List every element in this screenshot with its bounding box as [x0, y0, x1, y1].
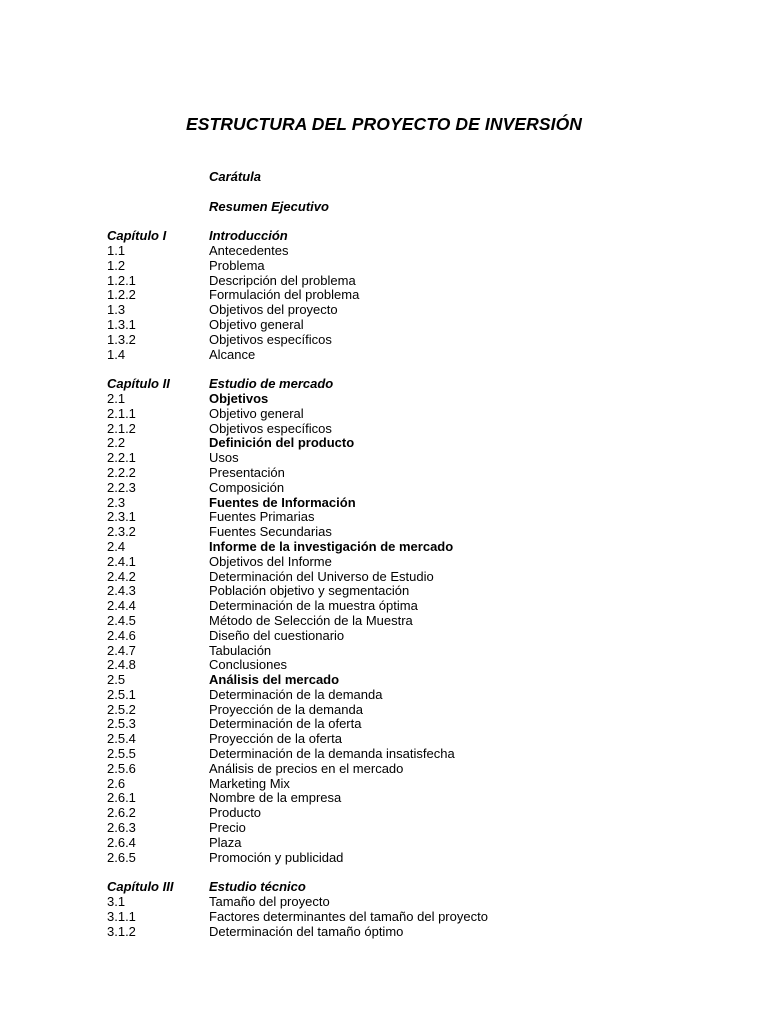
toc-row	[107, 836, 667, 851]
toc-section-row	[107, 436, 667, 451]
toc-heading-text: Formulación del problema	[209, 287, 360, 303]
toc-row	[107, 732, 667, 747]
toc-row	[107, 525, 667, 540]
toc-row	[107, 703, 667, 718]
toc-number: 3.1.1	[107, 908, 136, 924]
toc-heading-text: Presentación	[209, 464, 285, 480]
toc-number: 1.1	[107, 242, 126, 258]
toc-row	[107, 481, 667, 496]
toc-heading-text: Precio	[209, 820, 246, 836]
toc-number: 2.6.3	[107, 820, 136, 836]
toc-heading-text: Objetivo general	[209, 316, 304, 332]
toc-row	[107, 466, 667, 481]
toc-row	[107, 688, 667, 703]
toc-number: 2.1.2	[107, 420, 136, 436]
toc-number: 2.5	[107, 672, 126, 688]
toc-row	[107, 555, 667, 570]
toc-number: 2.4.4	[107, 598, 136, 614]
table-of-contents	[107, 170, 667, 939]
toc-heading-text: Estudio de mercado	[209, 376, 334, 392]
toc-number: 2.4.7	[107, 642, 136, 658]
toc-heading-text: Objetivos del Informe	[209, 553, 332, 569]
toc-number: 2.2.2	[107, 464, 136, 480]
toc-chapter-row	[107, 200, 667, 215]
toc-number: 2.5.6	[107, 760, 136, 776]
toc-number: 1.2.2	[107, 287, 136, 303]
toc-heading-text: Introducción	[209, 228, 288, 244]
toc-row	[107, 851, 667, 866]
toc-heading-text: Análisis de precios en el mercado	[209, 760, 404, 776]
toc-number: 2.6.1	[107, 790, 136, 806]
toc-heading-text: Definición del producto	[209, 435, 355, 451]
toc-row	[107, 895, 667, 910]
toc-row	[107, 614, 667, 629]
toc-heading-text: Objetivos específicos	[209, 331, 332, 347]
toc-heading-text: Objetivos específicos	[209, 420, 332, 436]
toc-spacer	[107, 185, 667, 200]
toc-number: 2.6.2	[107, 805, 136, 821]
toc-row	[107, 348, 667, 363]
toc-row	[107, 925, 667, 940]
toc-number: 2.4.5	[107, 612, 136, 628]
toc-number: 2.2.3	[107, 479, 136, 495]
toc-row	[107, 599, 667, 614]
toc-row	[107, 658, 667, 673]
toc-number: 2.4.2	[107, 568, 136, 584]
toc-number: 1.2.1	[107, 272, 136, 288]
toc-heading-text: Plaza	[209, 834, 242, 850]
toc-row	[107, 806, 667, 821]
toc-number: 2.5.5	[107, 746, 136, 762]
toc-number: 2.5.3	[107, 716, 136, 732]
toc-number: 1.2	[107, 257, 126, 273]
toc-row	[107, 303, 667, 318]
toc-row	[107, 422, 667, 437]
toc-row	[107, 717, 667, 732]
toc-number: 2.5.2	[107, 701, 136, 717]
toc-spacer	[107, 362, 667, 377]
toc-number: 2.5.1	[107, 686, 136, 702]
toc-number: 2.3.2	[107, 524, 136, 540]
toc-number: 2.3	[107, 494, 126, 510]
toc-chapter-row	[107, 229, 667, 244]
toc-chapter-row	[107, 880, 667, 895]
toc-number: 2.6.5	[107, 849, 136, 865]
toc-row	[107, 910, 667, 925]
toc-row	[107, 288, 667, 303]
toc-heading-text: Descripción del problema	[209, 272, 356, 288]
toc-heading-text: Marketing Mix	[209, 775, 290, 791]
toc-heading-text: Método de Selección de la Muestra	[209, 612, 413, 628]
toc-row	[107, 791, 667, 806]
toc-spacer	[107, 214, 667, 229]
toc-heading-text: Alcance	[209, 346, 256, 362]
toc-chapter-row	[107, 170, 667, 185]
toc-row	[107, 644, 667, 659]
toc-heading-text: Problema	[209, 257, 265, 273]
toc-heading-text: Determinación de la demanda insatisfecha	[209, 746, 455, 762]
toc-number: 2.3.1	[107, 509, 136, 525]
toc-row	[107, 762, 667, 777]
toc-row	[107, 244, 667, 259]
toc-chapter-row	[107, 377, 667, 392]
toc-heading-text: Fuentes Primarias	[209, 509, 315, 525]
toc-heading-text: Fuentes de Información	[209, 494, 356, 510]
toc-heading-text: Conclusiones	[209, 657, 288, 673]
toc-heading-text: Producto	[209, 805, 262, 821]
toc-row	[107, 333, 667, 348]
toc-row	[107, 584, 667, 599]
toc-heading-text: Determinación de la demanda	[209, 686, 383, 702]
toc-row	[107, 274, 667, 289]
toc-section-row	[107, 496, 667, 511]
toc-row	[107, 777, 667, 792]
toc-number: 2.1	[107, 390, 126, 406]
toc-heading-text: Determinación de la oferta	[209, 716, 362, 732]
toc-number: 2.6.4	[107, 834, 136, 850]
toc-heading-text: Determinación del Universo de Estudio	[209, 568, 434, 584]
toc-heading-text: Carátula	[209, 169, 262, 184]
toc-heading-text: Diseño del cuestionario	[209, 627, 345, 643]
toc-number: 2.4.3	[107, 583, 136, 599]
toc-heading-text: Antecedentes	[209, 242, 289, 258]
toc-number: 2.2.1	[107, 450, 136, 466]
toc-heading-text: Objetivos del proyecto	[209, 302, 338, 318]
toc-row	[107, 570, 667, 585]
toc-heading-text: Estudio técnico	[209, 879, 306, 895]
toc-number: 2.4.8	[107, 657, 136, 673]
toc-number: 2.6	[107, 775, 126, 791]
toc-number: 2.4.1	[107, 553, 136, 569]
toc-row	[107, 318, 667, 333]
toc-heading-text: Usos	[209, 450, 239, 466]
toc-heading-text: Objetivos	[209, 390, 269, 406]
toc-number: Capítulo II	[107, 376, 170, 392]
toc-heading-text: Informe de la investigación de mercado	[209, 538, 454, 554]
toc-heading-text: Composición	[209, 479, 285, 495]
toc-number: Capítulo I	[107, 228, 167, 244]
toc-heading-text: Tabulación	[209, 642, 272, 658]
toc-row	[107, 747, 667, 762]
toc-heading-text: Promoción y publicidad	[209, 849, 344, 865]
toc-heading-text: Proyección de la oferta	[209, 731, 342, 747]
toc-number: 3.1	[107, 894, 126, 910]
toc-number: 2.5.4	[107, 731, 136, 747]
toc-number: 1.4	[107, 346, 126, 362]
toc-row	[107, 629, 667, 644]
toc-heading-text: Nombre de la empresa	[209, 790, 342, 806]
toc-heading-text: Determinación del tamaño óptimo	[209, 923, 404, 939]
toc-heading-text: Resumen Ejecutivo	[209, 198, 329, 214]
toc-row	[107, 510, 667, 525]
toc-number: 3.1.2	[107, 923, 136, 939]
toc-number: Capítulo III	[107, 879, 174, 895]
toc-heading-text: Población objetivo y segmentación	[209, 583, 410, 599]
toc-number: 2.1.1	[107, 405, 136, 421]
toc-heading-text: Objetivo general	[209, 405, 304, 421]
toc-number: 2.4	[107, 538, 126, 554]
toc-heading-text: Proyección de la demanda	[209, 701, 363, 717]
toc-number: 1.3	[107, 302, 126, 318]
toc-heading-text: Determinación de la muestra óptima	[209, 598, 418, 614]
toc-number: 1.3.2	[107, 331, 136, 347]
toc-spacer	[107, 865, 667, 880]
toc-row	[107, 821, 667, 836]
toc-row	[107, 259, 667, 274]
toc-heading-text: Tamaño del proyecto	[209, 894, 330, 910]
toc-heading-text: Análisis del mercado	[209, 672, 340, 688]
toc-row	[107, 451, 667, 466]
toc-number: 2.2	[107, 435, 126, 451]
toc-section-row	[107, 673, 667, 688]
toc-heading-text: Factores determinantes del tamaño del proyecto	[209, 908, 488, 924]
toc-section-row	[107, 540, 667, 555]
document-title: ESTRUCTURA DEL PROYECTO DE INVERSIÓN	[185, 114, 583, 134]
toc-section-row	[107, 392, 667, 407]
toc-number: 2.4.6	[107, 627, 136, 643]
toc-number: 1.3.1	[107, 316, 136, 332]
toc-heading-text: Fuentes Secundarias	[209, 524, 332, 540]
toc-row	[107, 407, 667, 422]
